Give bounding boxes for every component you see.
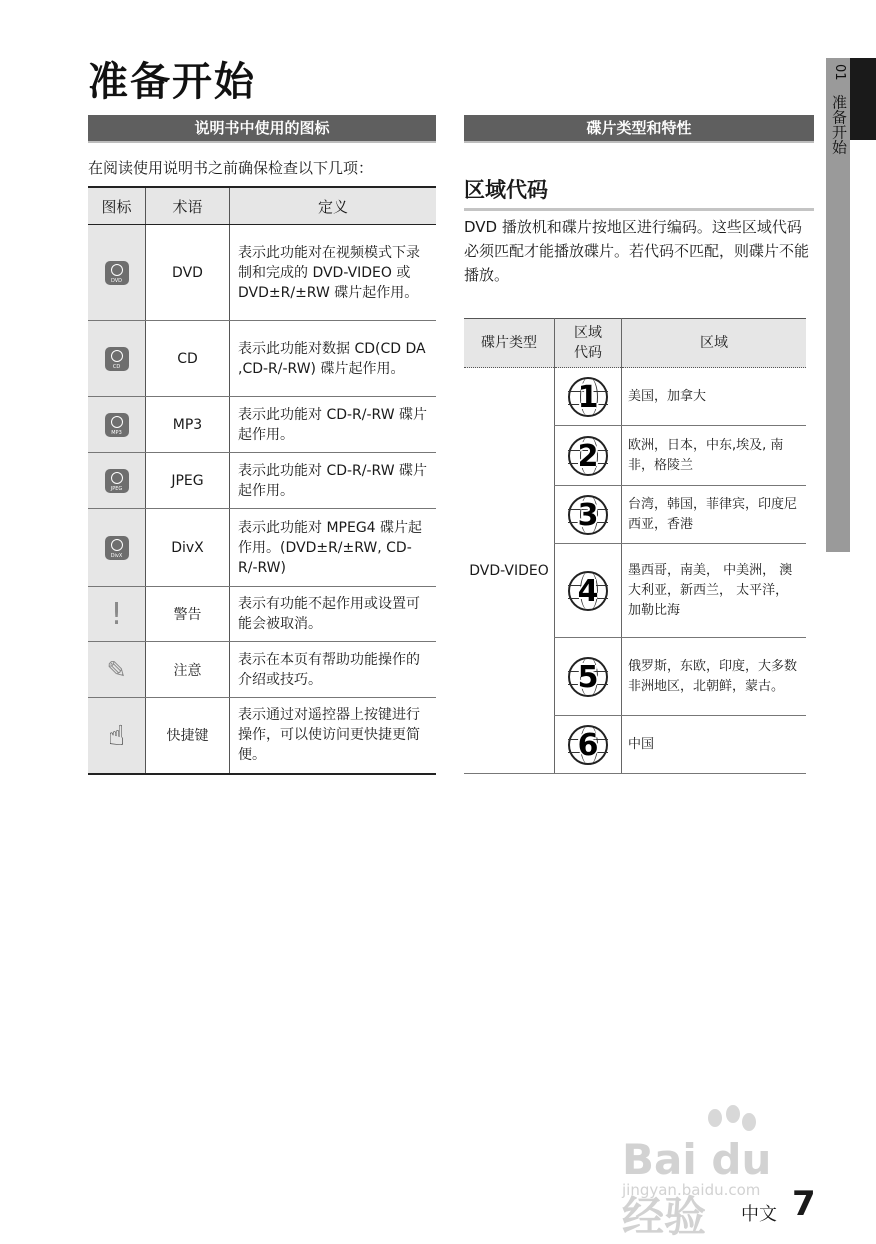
- definition-cell: 表示有功能不起作用或设置可能会被取消。: [230, 587, 437, 642]
- region-code-paragraph: DVD 播放机和碟片按地区进行编码。这些区域代码必须匹配才能播放碟片。若代码不匹配，则碟片不能播放。: [464, 218, 810, 284]
- region-area-cell: 中国: [622, 716, 807, 774]
- globe-region-icon: 5: [568, 657, 608, 697]
- divx-disc-icon: DivX: [105, 536, 129, 560]
- definition-cell: 表示此功能对在视频模式下录制和完成的 DVD-VIDEO 或 DVD±R/±RW 碟片起作用。: [230, 225, 437, 321]
- table-row: [88, 397, 436, 453]
- watermark-url: jingyan.baidu.com: [622, 1181, 761, 1199]
- disc-type-cell: DVD-VIDEO: [464, 368, 555, 774]
- globe-region-icon: 6: [568, 725, 608, 765]
- region-code-cell: [555, 716, 622, 774]
- table-row: [88, 453, 436, 509]
- pencil-note-icon: ✎: [106, 655, 127, 684]
- icon-cell: [88, 321, 146, 397]
- definition-cell: 表示此功能对 MPEG4 碟片起作用。(DVD±R/±RW, CD-R/-RW): [230, 509, 437, 587]
- page-title: 准备开始: [88, 59, 256, 105]
- icon-cell: [88, 698, 146, 774]
- term-cell: DivX: [146, 509, 230, 587]
- chapter-number: 01: [832, 64, 847, 81]
- table-row: [464, 368, 806, 426]
- header-disc-type: 碟片类型: [464, 319, 555, 368]
- cd-disc-icon: CD: [105, 347, 129, 371]
- region-area-cell: 俄罗斯，东欧，印度，大多数非洲地区，北朝鲜，蒙古。: [622, 638, 807, 716]
- term-cell: MP3: [146, 397, 230, 453]
- icon-cell: [88, 453, 146, 509]
- intro-text: 在阅读使用说明书之前确保检查以下几项：: [88, 159, 374, 177]
- header-region-code: 区域 代码: [555, 319, 622, 368]
- table-row: [88, 642, 436, 698]
- region-code-heading: 区域代码: [464, 174, 814, 211]
- chapter-side-tab-marker: [850, 58, 876, 140]
- table-row: [88, 698, 436, 774]
- region-table: [464, 318, 806, 774]
- footer-language: 中文: [741, 1204, 777, 1225]
- dvd-disc-icon: DVD: [105, 261, 129, 285]
- term-cell: CD: [146, 321, 230, 397]
- table-row: [88, 509, 436, 587]
- mp3-disc-icon: MP3: [105, 413, 129, 437]
- section-bar-disc-types: 碟片类型和特性: [464, 115, 814, 143]
- definition-cell: 表示此功能对数据 CD(CD DA ,CD-R/-RW) 碟片起作用。: [230, 321, 437, 397]
- icon-cell: [88, 397, 146, 453]
- chapter-label: 准备开始: [830, 94, 848, 155]
- header-definition: 定义: [230, 187, 437, 225]
- term-cell: 注意: [146, 642, 230, 698]
- term-cell: JPEG: [146, 453, 230, 509]
- section-bar-icons: 说明书中使用的图标: [88, 115, 436, 143]
- region-area-cell: 台湾，韩国，菲律宾，印度尼西亚，香港: [622, 486, 807, 544]
- term-cell: DVD: [146, 225, 230, 321]
- region-code-cell: [555, 426, 622, 486]
- globe-region-icon: 1: [568, 377, 608, 417]
- globe-region-icon: 2: [568, 436, 608, 476]
- definition-cell: 表示通过对遥控器上按键进行操作，可以使访问更快捷更简便。: [230, 698, 437, 774]
- region-code-cell: [555, 638, 622, 716]
- region-area-cell: 欧洲，日本，中东,埃及, 南非，格陵兰: [622, 426, 807, 486]
- definition-cell: 表示此功能对 CD-R/-RW 碟片起作用。: [230, 397, 437, 453]
- hand-button-icon: ☝: [107, 718, 126, 752]
- header-term: 术语: [146, 187, 230, 225]
- icon-cell: [88, 225, 146, 321]
- table-header-row: [88, 187, 436, 225]
- table-header-row: [464, 319, 806, 368]
- icon-cell: [88, 509, 146, 587]
- table-row: [88, 587, 436, 642]
- icons-table: [88, 186, 436, 775]
- definition-cell: 表示在本页有帮助功能操作的介绍或技巧。: [230, 642, 437, 698]
- definition-cell: 表示此功能对 CD-R/-RW 碟片起作用。: [230, 453, 437, 509]
- region-area-cell: 墨西哥，南美， 中美洲， 澳大利亚，新西兰， 太平洋， 加勒比海: [622, 544, 807, 638]
- region-code-cell: [555, 544, 622, 638]
- region-area-cell: 美国，加拿大: [622, 368, 807, 426]
- globe-region-icon: 3: [568, 495, 608, 535]
- region-code-cell: [555, 368, 622, 426]
- table-row: [88, 321, 436, 397]
- icon-cell: [88, 587, 146, 642]
- icon-cell: [88, 642, 146, 698]
- watermark-text: Bai du 经验: [622, 1135, 772, 1241]
- paw-print-icon: [708, 1109, 722, 1127]
- header-region-area: 区域: [622, 319, 807, 368]
- term-cell: 警告: [146, 587, 230, 642]
- jpeg-disc-icon: JPEG: [105, 469, 129, 493]
- globe-region-icon: 4: [568, 571, 608, 611]
- table-row: [88, 225, 436, 321]
- warning-icon: !: [110, 596, 123, 632]
- region-code-cell: [555, 486, 622, 544]
- term-cell: 快捷键: [146, 698, 230, 774]
- header-icon: 图标: [88, 187, 146, 225]
- page-number: 7: [792, 1184, 816, 1224]
- chapter-side-tab-label: [826, 64, 850, 155]
